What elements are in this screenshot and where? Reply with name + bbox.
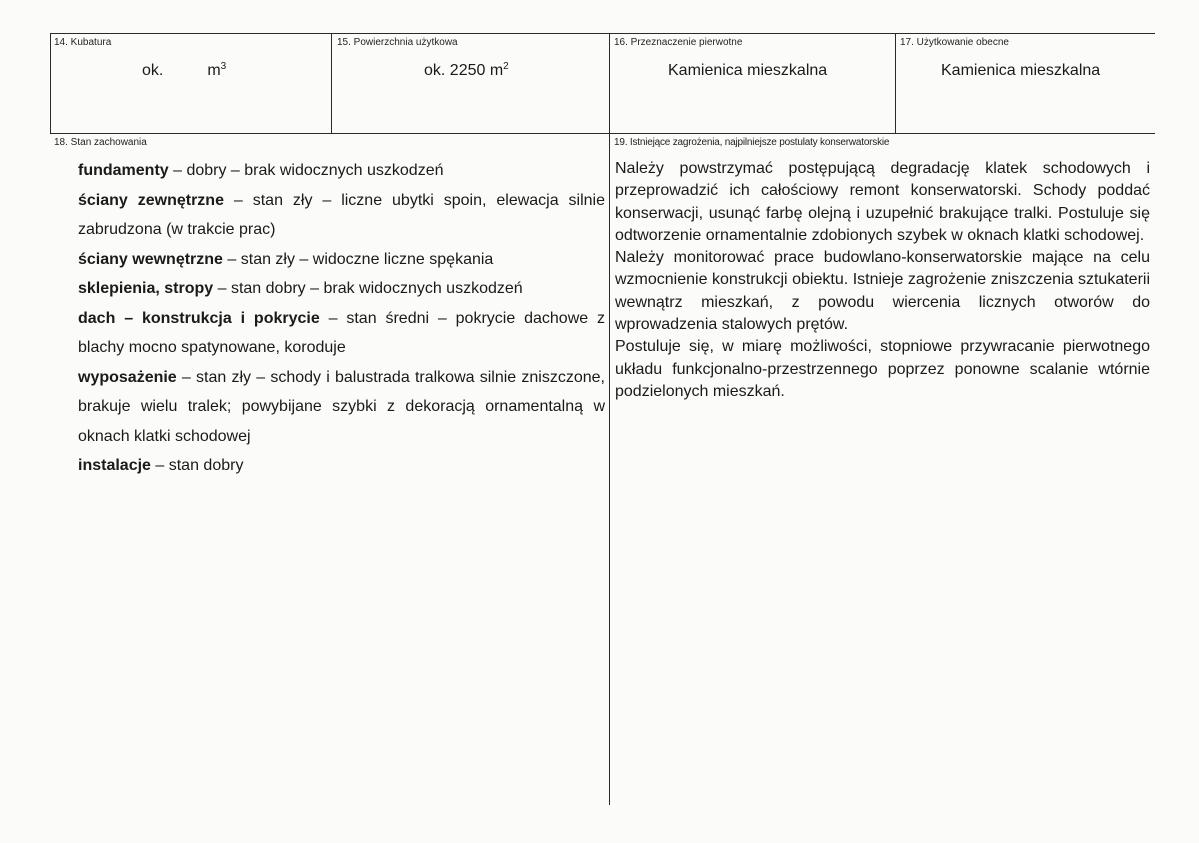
field-15-unit-exponent: 2 (503, 61, 509, 72)
field-15-area: ok. 2250 m (424, 62, 504, 79)
condition-item (78, 363, 605, 452)
table-col-divider-2 (609, 33, 610, 805)
table-col-divider-3 (895, 33, 896, 134)
field-14-value (142, 61, 226, 81)
condition-term: sklepienia, stropy (78, 280, 214, 297)
condition-term: instalacje (78, 457, 151, 474)
field-14-unit: m (207, 62, 221, 79)
field-18-label: 18. Stan zachowania (54, 137, 147, 148)
condition-text: – stan średni – pokrycie dachowe z blachy mocno spatynowane, koroduje (78, 309, 606, 356)
field-15-value (424, 61, 509, 81)
field-17-value: Kamienica mieszkalna (941, 62, 1101, 79)
field-14-label: 14. Kubatura (54, 37, 112, 48)
condition-term: wyposażenie (78, 368, 177, 386)
field-16-label: 16. Przeznaczenie pierwotne (614, 37, 743, 48)
condition-text: – dobry – brak widocznych uszkodzeń (168, 162, 444, 179)
field-17-label: 17. Użytkowanie obecne (900, 37, 1009, 48)
condition-text: – stan dobry (150, 457, 244, 474)
condition-item (78, 274, 605, 304)
field-14-prefix: ok. (142, 62, 164, 79)
condition-text: – stan zły – liczne ubytki spoin, elewacja silnie zabrudzona (w trakcie prac) (78, 191, 606, 238)
field-19-label: 19. Istniejące zagrożenia, najpilniejsze postulaty konserwatorskie (614, 137, 890, 148)
condition-item (78, 186, 605, 245)
table-row-divider (50, 133, 1155, 134)
threats-paragraph: Należy monitorować prace budowlano-konserwatorskie mające na celu wzmocnienie konstrukcji obiektu. Istnieje zagrożenie zniszczenia sztukaterii wewnątrz mieszkań, z powodu wiercenia licznych otworów do wprowadzenia stalowych prętów. (615, 249, 1150, 334)
table-top-border (50, 33, 1155, 34)
threats-paragraph: Postuluje się, w miarę możliwości, stopniowe przywracanie pierwotnego układu funkcjonalno-przestrzennego poprzez ponowne scalanie wtórnie podzielonych mieszkań. (615, 338, 1150, 400)
table-left-border (50, 33, 51, 134)
condition-term: fundamenty (78, 162, 169, 179)
threats-paragraph: Należy powstrzymać postępującą degradację klatek schodowych i przeprowadzić ich całościowy remont konserwatorski. Schody poddać konserwacji, usunąć farbę olejną i uzupełnić brakujące tralki. Postuluje się odtworzenie ornamentalnie zdobionych szybek w oknach klatki schodowej. (615, 160, 1150, 244)
condition-item (78, 156, 605, 186)
condition-item (78, 245, 605, 275)
condition-term: dach – konstrukcja i pokrycie (78, 309, 320, 327)
threats-text (615, 158, 1150, 403)
field-14-unit-exponent: 3 (220, 61, 227, 72)
condition-term: ściany zewnętrzne (78, 191, 224, 209)
condition-item (78, 304, 605, 363)
condition-text: – stan zły – schody i balustrada tralkowa silnie zniszczone, brakuje wielu tralek; powybijane szybki z dekoracją ornamentalną w oknach klatki schodowej (78, 368, 605, 445)
field-15-label: 15. Powierzchnia użytkowa (337, 37, 458, 48)
condition-text: – stan zły – widoczne liczne spękania (222, 250, 494, 268)
condition-item (78, 451, 605, 481)
field-16-value: Kamienica mieszkalna (668, 62, 828, 79)
condition-term: ściany wewnętrzne (78, 250, 223, 268)
condition-text: – stan dobry – brak widocznych uszkodzeń (213, 280, 523, 297)
table-col-divider-1 (331, 33, 332, 134)
condition-list (78, 156, 605, 481)
